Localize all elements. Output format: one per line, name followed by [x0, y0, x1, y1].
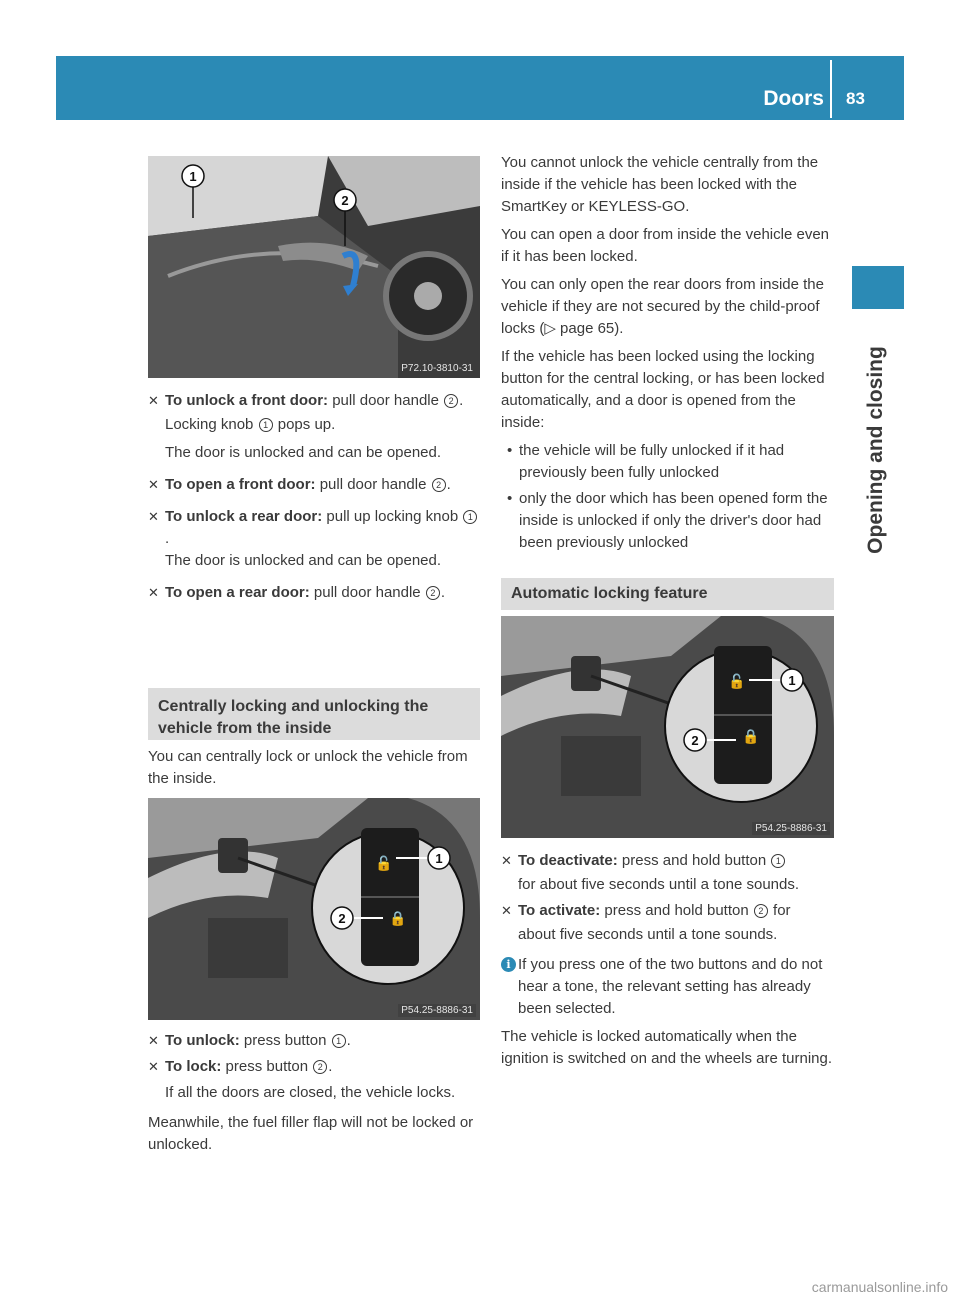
header-divider — [830, 60, 832, 118]
section-heading-central-locking: Centrally locking and unlocking the vehicle from the inside — [148, 688, 480, 740]
step-deactivate: ✕ To deactivate: press and hold button 1 for about five seconds until a tone sounds. — [501, 852, 800, 893]
photo-code: P72.10-3810-31 — [398, 362, 476, 375]
step-marker-icon: ✕ — [501, 853, 512, 868]
step-marker-icon: ✕ — [148, 477, 159, 492]
right-steps — [501, 850, 834, 1070]
step-unlock-rear: ✕ To unlock a rear door: pull up locking knob 1. The door is unlocked and can be opened. — [148, 506, 480, 572]
photo-code: P54.25-8886-31 — [398, 1004, 476, 1017]
step-marker-icon: ✕ — [148, 585, 159, 600]
page-section-title: Doors — [763, 87, 824, 110]
paragraph: The vehicle is locked automatically when the ignition is switched on and the wheels are turning. — [501, 1028, 833, 1067]
paragraph: You cannot unlock the vehicle centrally from the inside if the vehicle has been locked with the SmartKey or KEYLESS-GO. — [501, 154, 819, 215]
step-activate: ✕ To activate: press and hold button 2 for about five seconds until a tone sounds. — [501, 902, 791, 943]
paragraph: If the vehicle has been locked using the locking button for the central locking, or has been locked automatically, and a door is opened from the inside: — [501, 348, 825, 431]
right-paragraphs — [501, 152, 834, 554]
footer-watermark: carmanualsonline.info — [811, 1279, 948, 1295]
central-locking-photo-left — [148, 798, 480, 1020]
page-ref-arrow-icon: ▷ — [544, 320, 556, 337]
step-lock: ✕ To lock: press button 2 . If all the doors are closed, the vehicle locks. — [148, 1058, 456, 1101]
central-locking-photo-right — [501, 616, 834, 838]
fuel-flap-note: Meanwhile, the fuel filler flap will not be locked or unlocked. — [148, 1114, 474, 1153]
left-steps-2 — [148, 1030, 480, 1156]
section-heading-automatic-locking: Automatic locking feature — [501, 578, 834, 610]
svg-text:🔒: 🔒 — [742, 729, 760, 745]
step-open-front: ✕ To open a front door: pull door handle 2 . — [148, 474, 480, 496]
step-marker-icon: ✕ — [148, 393, 159, 408]
paragraph: You can open a door from inside the vehicle even if it has been locked. — [501, 226, 830, 265]
svg-text:1: 1 — [435, 851, 443, 866]
info-note: i If you press one of the two buttons and do not hear a tone, the relevant setting has already been selected. — [501, 954, 834, 1020]
svg-text:2: 2 — [341, 193, 349, 208]
svg-text:1: 1 — [189, 169, 197, 184]
page-number: 83 — [846, 89, 865, 108]
chapter-tab — [852, 266, 904, 309]
photo-code: P54.25-8886-31 — [752, 822, 830, 835]
info-icon: i — [501, 957, 516, 972]
svg-text:🔓: 🔓 — [375, 856, 393, 872]
step-marker-icon: ✕ — [148, 1033, 159, 1048]
step-marker-icon: ✕ — [148, 1059, 159, 1074]
svg-text:2: 2 — [691, 733, 699, 748]
svg-text:1: 1 — [788, 673, 796, 688]
step-unlock-front: ✕ To unlock a front door: pull door handle 2 . Locking knob 1 pops up. The door is unlocked and can be opened. — [148, 392, 464, 461]
step-unlock: ✕ To unlock: press button 1 . — [148, 1030, 480, 1052]
paragraph: You can only open the rear doors from inside the vehicle if they are not secured by the child-proof locks (▷ page 65). — [501, 276, 824, 337]
bullet-item: • only the door which has been opened form the inside is unlocked if only the driver's door had been previously unlocked — [507, 490, 828, 551]
door-handle-photo — [148, 156, 480, 378]
bullet-item: • the vehicle will be fully unlocked if it had previously been fully unlocked — [507, 442, 785, 481]
step-marker-icon: ✕ — [501, 903, 512, 918]
left-steps-1 — [148, 390, 480, 604]
central-locking-intro: You can centrally lock or unlock the vehicle from the inside. — [148, 748, 468, 787]
svg-text:2: 2 — [338, 911, 346, 926]
step-marker-icon: ✕ — [148, 509, 159, 524]
svg-text:🔒: 🔒 — [389, 911, 407, 927]
svg-text:🔓: 🔓 — [728, 674, 746, 690]
step-open-rear: ✕ To open a rear door: pull door handle 2 . — [148, 582, 480, 604]
